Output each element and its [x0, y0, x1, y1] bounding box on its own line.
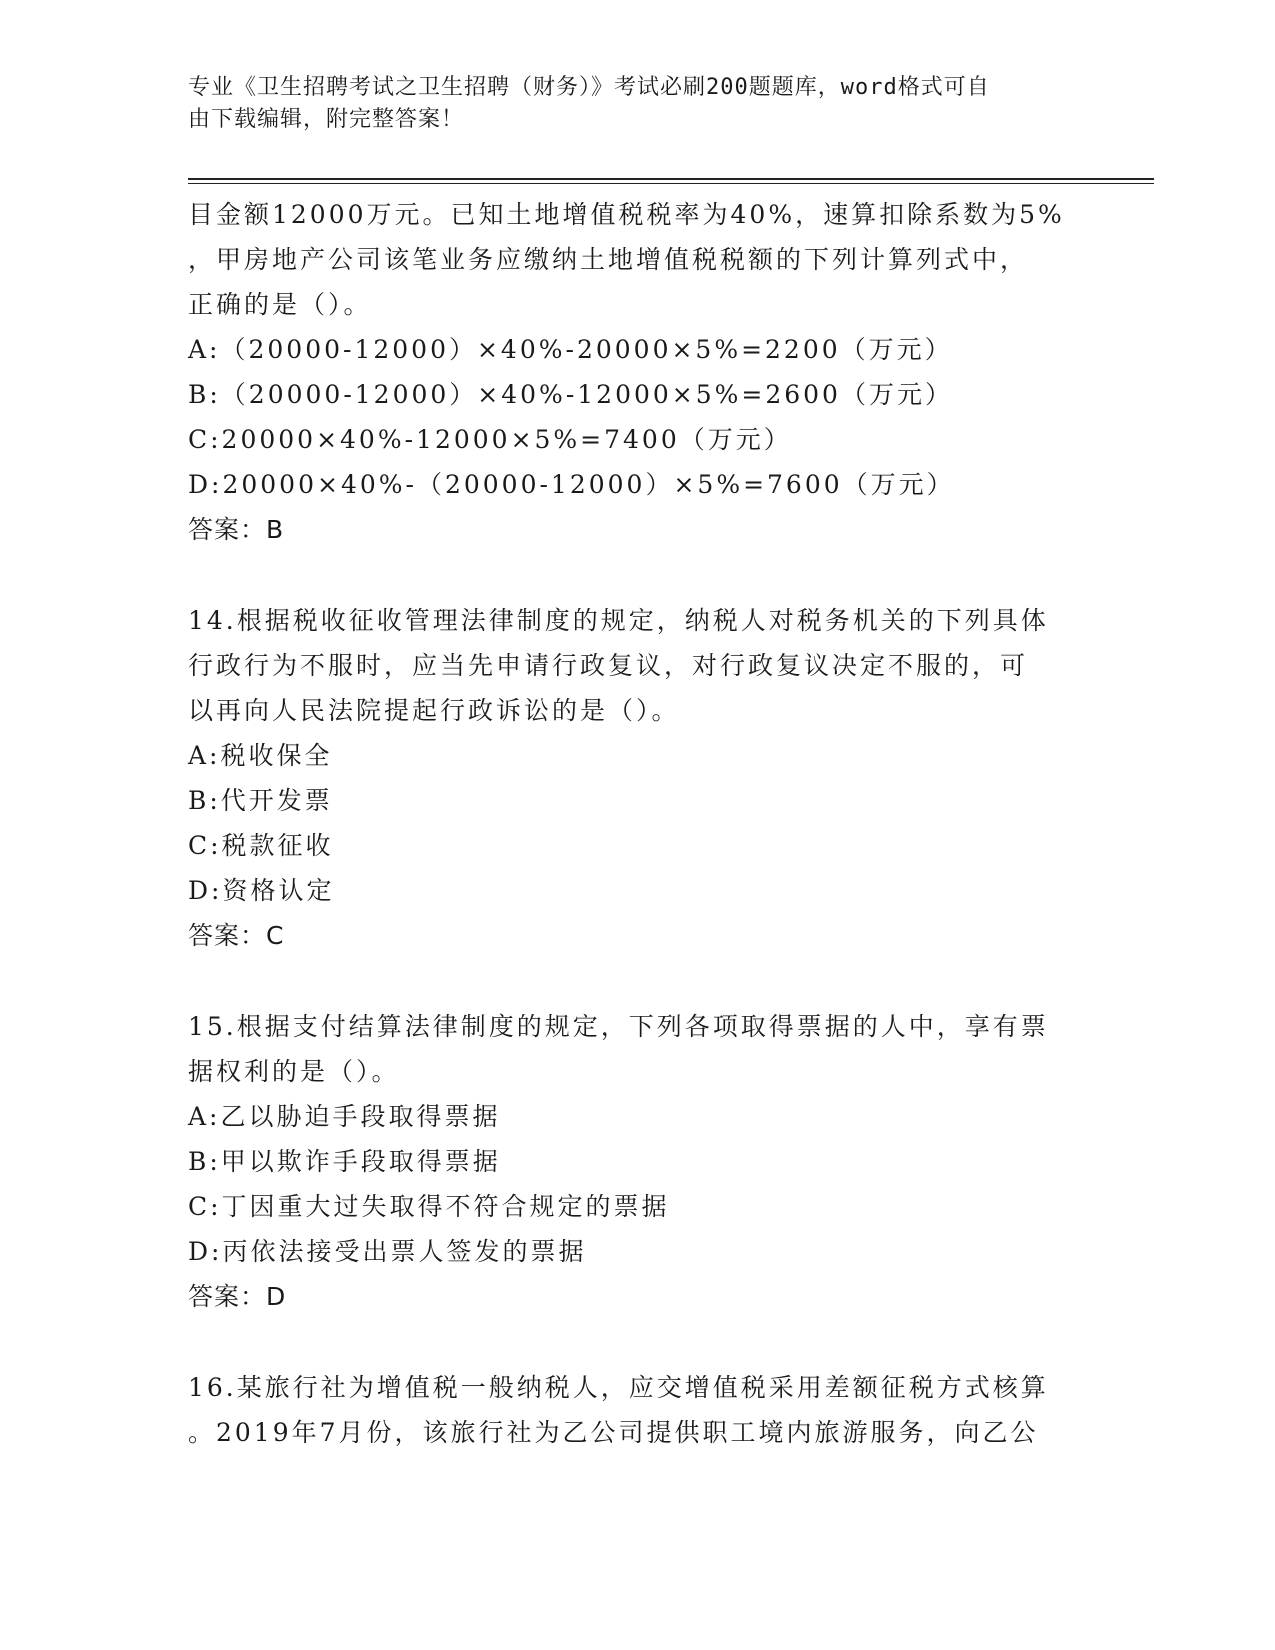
- question-stem-line: 16.某旅行社为增值税一般纳税人，应交增值税采用差额征税方式核算: [188, 1373, 1049, 1402]
- question-stem-line: 。2019年7月份，该旅行社为乙公司提供职工境内旅游服务，向乙公: [188, 1418, 1039, 1447]
- option-c: C:税款征收: [188, 831, 334, 860]
- option-c: C:丁因重大过失取得不符合规定的票据: [188, 1192, 670, 1221]
- question-13: [188, 192, 1088, 552]
- option-a: A:乙以胁迫手段取得票据: [188, 1102, 501, 1131]
- option-d: D:资格认定: [188, 876, 335, 905]
- option-d: D:丙依法接受出票人签发的票据: [188, 1237, 587, 1266]
- document-header: [188, 72, 1068, 136]
- header-line-2: 由下载编辑，附完整答案！: [188, 107, 465, 132]
- option-c: C:20000×40%-12000×5%=7400（万元）: [188, 425, 792, 454]
- header-divider-thin: [188, 183, 1154, 184]
- question-stem-line: 行政行为不服时，应当先申请行政复议，对行政复议决定不服的，可: [188, 651, 1029, 680]
- question-14: [188, 598, 1088, 958]
- question-stem-line: 据权利的是（）。: [188, 1057, 400, 1086]
- question-stem-line: 目金额12000万元。已知土地增值税税率为40%，速算扣除系数为5%: [188, 200, 1065, 229]
- answer-line: 答案：D: [188, 1282, 287, 1311]
- question-stem-line: 14.根据税收征收管理法律制度的规定，纳税人对税务机关的下列具体: [188, 606, 1049, 635]
- document-body: [188, 192, 1088, 1455]
- option-a: A:（20000-12000）×40%-20000×5%=2200（万元）: [188, 335, 953, 364]
- option-b: B:代开发票: [188, 786, 333, 815]
- answer-line: 答案：B: [188, 515, 285, 544]
- option-b: B:（20000-12000）×40%-12000×5%=2600（万元）: [188, 380, 953, 409]
- header-divider: [188, 178, 1154, 180]
- question-spacer: [188, 552, 1088, 598]
- question-stem-line: 正确的是（）。: [188, 290, 372, 319]
- question-stem-line: 以再向人民法院提起行政诉讼的是（）。: [188, 696, 680, 725]
- question-stem-line: ，甲房地产公司该笔业务应缴纳土地增值税税额的下列计算列式中，: [188, 245, 1029, 274]
- header-line-1: 专业《卫生招聘考试之卫生招聘（财务）》考试必刷200题题库，word格式可自: [188, 75, 990, 100]
- question-spacer: [188, 1319, 1088, 1365]
- option-b: B:甲以欺诈手段取得票据: [188, 1147, 501, 1176]
- question-16: [188, 1365, 1088, 1455]
- option-d: D:20000×40%-（20000-12000）×5%=7600（万元）: [188, 470, 955, 499]
- option-a: A:税收保全: [188, 741, 333, 770]
- question-spacer: [188, 958, 1088, 1004]
- answer-line: 答案：C: [188, 921, 285, 950]
- question-15: [188, 1004, 1088, 1319]
- question-stem-line: 15.根据支付结算法律制度的规定，下列各项取得票据的人中，享有票: [188, 1012, 1049, 1041]
